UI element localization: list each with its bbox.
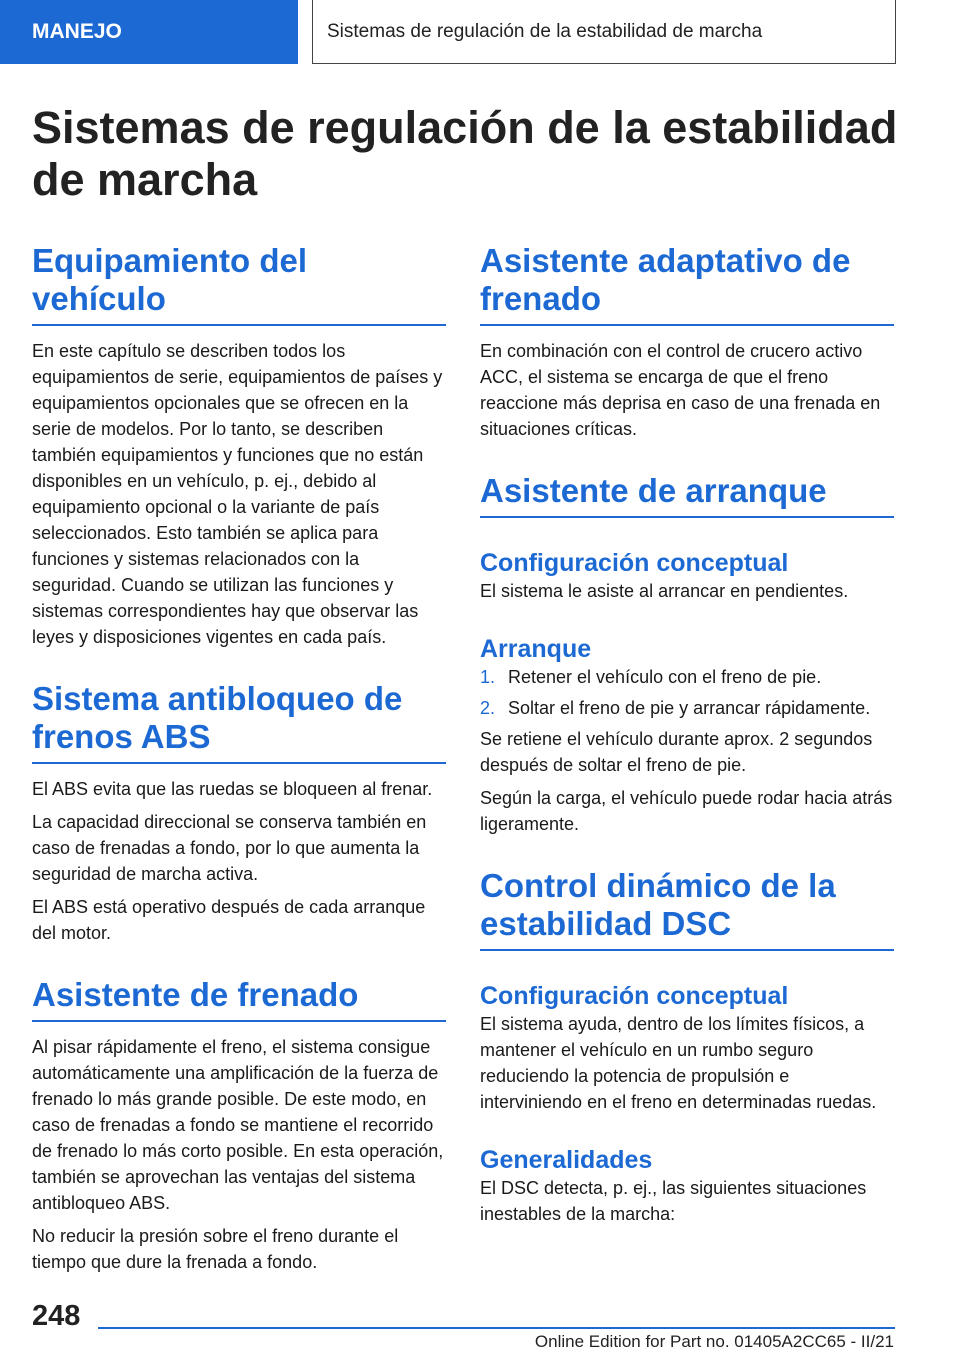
text-equipamiento: En este capítulo se describen todos los equipamientos de serie, equipamientos de países y equipamientos opcionales que se ofrecen en la serie de modelos. Por lo tanto, se describen también equipamientos y funciones que no están disponibles en un vehículo, p. ej., debido al equipamiento opcional o la variante de país seleccionados. Esto también se aplica para funciones y sistemas relacionados con la seguridad. Cuando se utilizan las funciones y sistemas correspondientes hay que observar las leyes y disposiciones vigentes en cada país. (32, 341, 443, 647)
heading-asistente-frenado: Asistente de frenado (32, 976, 446, 1022)
subheading-configuracion-arranque: Configuración conceptual (480, 549, 789, 577)
text-arranque-1: Se retiene el vehículo durante aprox. 2 segundos después de soltar el freno de pie. (480, 729, 873, 775)
text-generalidades: El DSC detecta, p. ej., las siguientes situaciones inestables de la marcha: (480, 1178, 867, 1224)
heading-asistente-adaptativo: Asistente adaptativo de frenado (480, 242, 894, 326)
step-text: Soltar el freno de pie y arrancar rápidamente. (508, 698, 871, 718)
subheading-configuracion-dsc: Configuración conceptual (480, 982, 789, 1010)
text-arranque-2: Según la carga, el vehículo puede rodar hacia atrás ligeramente. (480, 788, 893, 834)
footer-edition: Online Edition for Part no. 01405A2CC65 - II/21 (534, 1332, 894, 1351)
text-abs-1: El ABS evita que las ruedas se bloqueen al frenar. (32, 779, 433, 799)
right-column (480, 242, 894, 1227)
text-adaptativo: En combinación con el control de crucero activo ACC, el sistema se encarga de que el freno reaccione más deprisa en caso de una frenada en situaciones críticas. (480, 341, 881, 439)
page-number: 248 (32, 1300, 81, 1332)
arranque-steps (480, 664, 894, 721)
left-column (32, 242, 446, 1275)
footer-divider (98, 1327, 895, 1329)
text-abs-2: La capacidad direccional se conserva también en caso de frenadas a fondo, por lo que aumenta la seguridad de marcha activa. (32, 812, 427, 884)
list-item (480, 664, 894, 690)
heading-asistente-arranque: Asistente de arranque (480, 472, 894, 518)
text-abs-3: El ABS está operativo después de cada arranque del motor. (32, 897, 426, 943)
text-configuracion-dsc: El sistema ayuda, dentro de los límites físicos, a mantener el vehículo en un rumbo seguro reduciendo la potencia de propulsión e interviniendo en el freno en determinadas ruedas. (480, 1014, 877, 1112)
heading-equipamiento: Equipamiento del vehículo (32, 242, 446, 326)
page-title: Sistemas de regulación de la estabilidad de marcha (32, 102, 898, 205)
heading-abs: Sistema antibloqueo de frenos ABS (32, 680, 446, 764)
header-section-label: MANEJO (0, 0, 298, 64)
subheading-generalidades: Generalidades (480, 1146, 653, 1174)
text-configuracion-arranque: El sistema le asiste al arrancar en pendientes. (480, 581, 849, 601)
list-item (480, 695, 894, 721)
step-number: 2. (480, 698, 496, 718)
header-chapter-title: Sistemas de regulación de la estabilidad de marcha (312, 0, 896, 64)
heading-dsc: Control dinámico de la estabilidad DSC (480, 867, 894, 951)
step-number: 1. (480, 667, 496, 687)
text-frenado-2: No reducir la presión sobre el freno durante el tiempo que dure la frenada a fondo. (32, 1226, 399, 1272)
subheading-arranque: Arranque (480, 635, 592, 663)
text-frenado-1: Al pisar rápidamente el freno, el sistema consigue automáticamente una amplificación de la fuerza de frenado lo más grande posible. De este modo, en caso de frenadas a fondo se mantiene el recorrido de frenado lo más corto posible. En esta operación, también se aprovechan las ventajas del sistema antibloqueo ABS. (32, 1037, 444, 1213)
step-text: Retener el vehículo con el freno de pie. (508, 667, 822, 687)
